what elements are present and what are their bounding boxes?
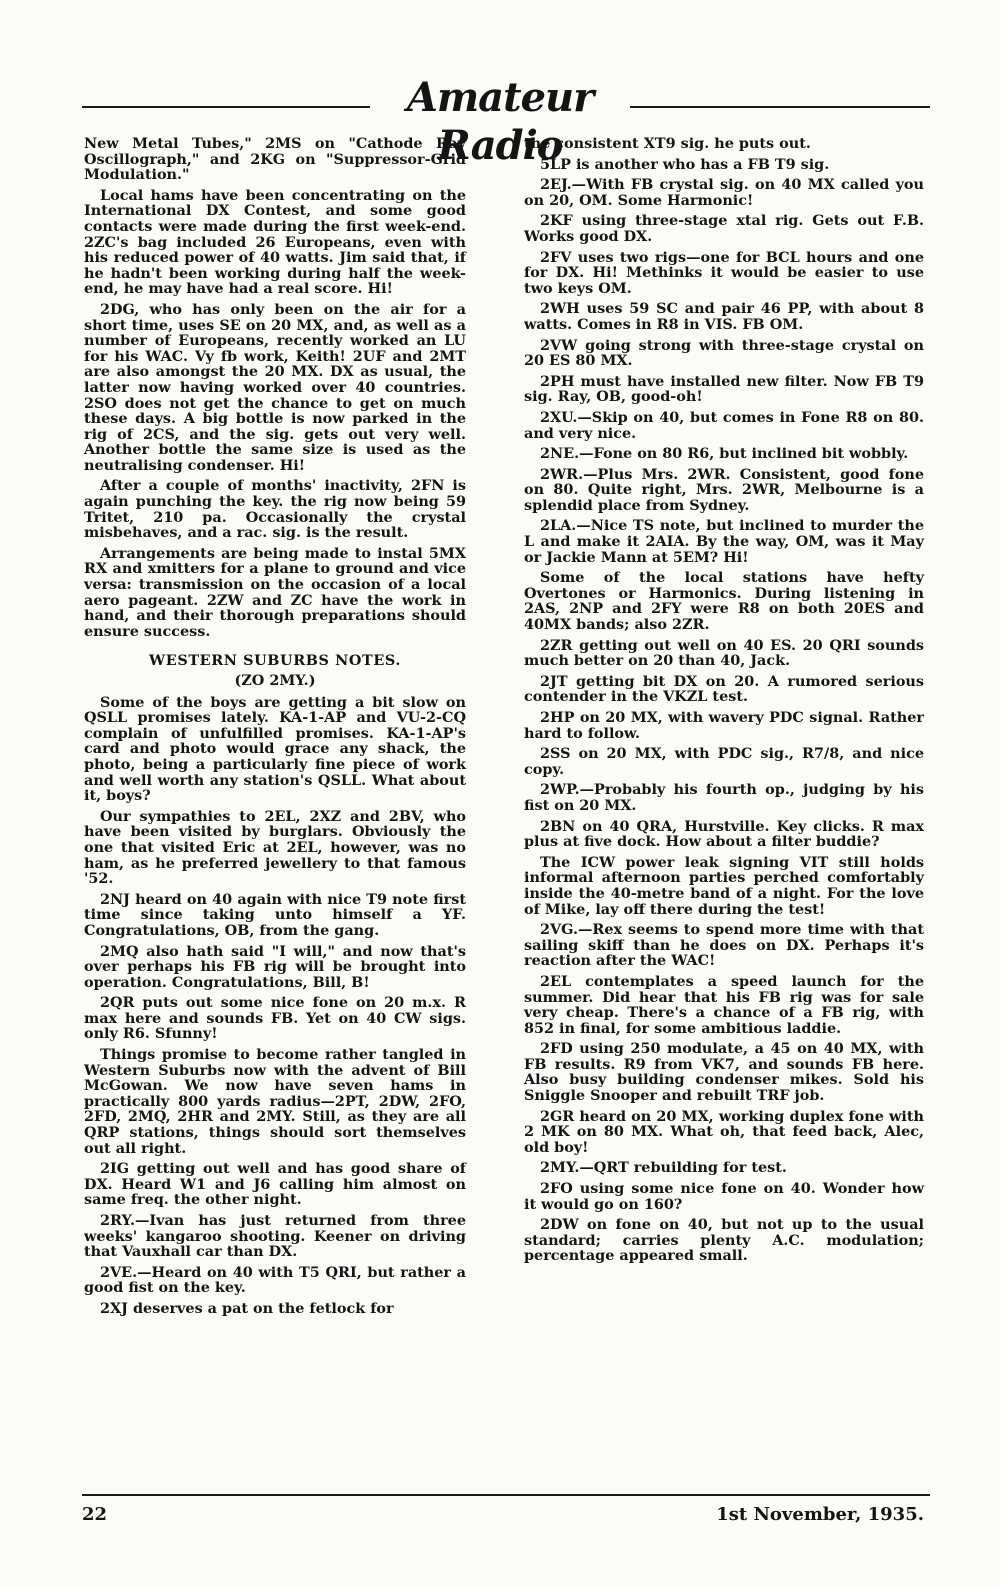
paragraph: 2EJ.—With FB crystal sig. on 40 MX called you on 20, OM. Some Harmonic! (524, 176, 924, 209)
paragraph: 2PH must have installed new filter. Now FB T9 sig. Ray, OB, good-oh! (524, 372, 924, 406)
paragraph: 2SS on 20 MX, with PDC sig., R7/8, and nice copy. (524, 745, 924, 778)
paragraph: Arrangements are being made to instal 5MX RX and xmitters for a plane to ground and vice versa: transmission on the occasion of a local aero pageant. 2ZW and ZC have the work in hand, and their thorough preparations should ensure success. (84, 544, 466, 640)
issue-date: 1st November, 1935. (716, 1504, 924, 1525)
paragraph: 2VG.—Rex seems to spend more time with that sailing skiff than he does on DX. Perhaps it's reaction after the WAC! (524, 921, 924, 970)
paragraph: 2XJ deserves a pat on the fetlock for (100, 1299, 394, 1317)
paragraph: Some of the boys are getting a bit slow on QSLL promises lately. KA-1-AP and VU-2-CQ complain of unfulfilled promises. KA-1-AP's card and photo would grace any shack, the photo, being a particularly fine piece of work and well worth any station's QSLL. What about it, boys? (84, 693, 466, 805)
paragraph: 2XU.—Skip on 40, but comes in Fone R8 on 80. and very nice. (524, 408, 924, 442)
left-column (84, 136, 466, 1322)
paragraph: 2FV uses two rigs—one for BCL hours and one for DX. Hi! Methinks it would be easier to use two keys OM. (524, 248, 924, 297)
paragraph: 2BN on 40 QRA, Hurstville. Key clicks. R max plus at five dock. How about a filter buddie? (524, 817, 924, 851)
right-column (524, 136, 924, 1269)
paragraph: 2MQ also hath said "I will," and now that's over perhaps his FB rig will be brought into operation. Congratulations, Bill, B! (84, 942, 466, 991)
paragraph: 2LA.—Nice TS note, but inclined to murder the L and make it 2AIA. By the way, OM, was it May or Jackie Mann at 5EM? Hi! (524, 517, 924, 566)
paragraph: 2QR puts out some nice fone on 20 m.x. R max here and sounds FB. Yet on 40 CW sigs. only R6. Sfunny! (84, 994, 466, 1043)
paragraph: Our sympathies to 2EL, 2XZ and 2BV, who have been visited by burglars. Obviously the one that visited Eric at 2EL, however, was no ham, as he preferred jewellery to that famous '52. (84, 807, 466, 888)
paragraph: Things promise to become rather tangled in Western Suburbs now with the advent of Bill McGowan. We now have seven hams in practically 800 yards radius—2PT, 2DW, 2FO, 2FD, 2MQ, 2HR and 2MY. Still, as they are all QRP stations, things should sort themselves out all right. (84, 1046, 466, 1157)
page-footer (82, 1494, 930, 1534)
header-rule-left (82, 106, 370, 108)
paragraph: 2MY.—QRT rebuilding for test. (540, 1159, 787, 1177)
paragraph: the consistent XT9 sig. he puts out. (524, 135, 811, 152)
page-number: 22 (82, 1504, 108, 1525)
paragraph: 2HP on 20 MX, with wavery PDC signal. Rather hard to follow. (524, 709, 924, 742)
paragraph: New Metal Tubes," 2MS on "Cathode Ray Oscillograph," and 2KG on "Suppressor-Grid Modulation." (84, 135, 466, 184)
paragraph: 2NJ heard on 40 again with nice T9 note first time since taking unto himself a YF. Congratulations, OB, from the gang. (84, 890, 466, 939)
paragraph: 2NE.—Fone on 80 R6, but inclined bit wobbly. (540, 445, 909, 463)
paragraph: 2WR.—Plus Mrs. 2WR. Consistent, good fone on 80. Quite right, Mrs. 2WR, Melbourne is a splendid place from Sydney. (524, 465, 924, 514)
paragraph: 2RY.—Ivan has just returned from three weeks' kangaroo shooting. Keener on driving that Vauxhall car than DX. (84, 1212, 466, 1261)
paragraph: 2EL contemplates a speed launch for the summer. Did hear that his FB rig was for sale very cheap. There's a chance of a FB rig, with 852 in final, for some ambitious laddie. (524, 972, 924, 1037)
paragraph: 2FD using 250 modulate, a 45 on 40 MX, with FB results. R9 from VK7, and sounds FB here. Also busy building condenser mikes. Sold his Sniggle Snooper and rebuilt TRF job. (524, 1040, 924, 1105)
paragraph: The ICW power leak signing VIT still holds informal afternoon parties perched comfortably inside the 40-metre band of a night. For the love of Mike, lay off there during the test! (524, 853, 924, 918)
paragraph: Local hams have been concentrating on the International DX Contest, and some good contacts were made during the first week-end. 2ZC's bag included 26 Europeans, even with his reduced power of 40 watts. Jim said that, if he hadn't been working during half the week-end, he may have had a real score. Hi! (84, 186, 466, 298)
paragraph: 2VW going strong with three-stage crystal on 20 ES 80 MX. (524, 336, 924, 370)
paragraph: 2ZR getting out well on 40 ES. 20 QRI sounds much better on 20 than 40, Jack. (524, 636, 924, 670)
paragraph: 2WH uses 59 SC and pair 46 PP, with about 8 watts. Comes in R8 in VIS. FB OM. (524, 300, 924, 333)
paragraph: 2IG getting out well and has good share of DX. Heard W1 and J6 calling him almost on same freq. the other night. (84, 1160, 466, 1209)
paragraph: 2WP.—Probably his fourth op., judging by his fist on 20 MX. (524, 781, 924, 814)
paragraph: 2VE.—Heard on 40 with T5 QRI, but rather a good fist on the key. (84, 1263, 466, 1297)
paragraph: 2KF using three-stage xtal rig. Gets out F.B. Works good DX. (524, 212, 924, 245)
paragraph: 5LP is another who has a FB T9 sig. (540, 155, 830, 173)
paragraph: 2JT getting bit DX on 20. A rumored serious contender in the VKZL test. (524, 672, 924, 706)
section-heading: WESTERN SUBURBS NOTES. (149, 652, 401, 670)
section-byline: (ZO 2MY.) (234, 672, 316, 689)
paragraph: 2GR heard on 20 MX, working duplex fone with 2 MK on 80 MX. What oh, that feed back, Alec, old boy! (524, 1107, 924, 1156)
header-rule-right (630, 106, 930, 108)
paragraph: 2DW on fone on 40, but not up to the usual standard; carries plenty A.C. modulation; percentage appeared small. (524, 1216, 924, 1265)
paragraph: After a couple of months' inactivity, 2FN is again punching the key. the rig now being 59 Tritet, 210 pa. Occasionally the crystal misbehaves, and a rac. sig. is the result. (84, 477, 466, 542)
masthead-title: Amateur Radio (406, 74, 594, 169)
paragraph: 2FO using some nice fone on 40. Wonder how it would go on 160? (524, 1180, 924, 1213)
paragraph: Some of the local stations have hefty Overtones or Harmonics. During listening in 2AS, 2NP and 2FY were R8 on both 20ES and 40MX bands; also 2ZR. (524, 569, 924, 634)
paragraph: 2DG, who has only been on the air for a short time, uses SE on 20 MX, and, as well as a number of Europeans, recently worked an LU for his WAC. Vy fb work, Keith! 2UF and 2MT are also amongst the 20 MX. DX as usual, the latter now having worked over 40 countries. 2SO does not get the chance to get on much these days. A big bottle is now parked in the rig of 2CS, and the sig. gets out very well. Another bottle the same size is used as the neutralising condenser. Hi! (84, 300, 466, 474)
footer-rule (82, 1494, 930, 1496)
